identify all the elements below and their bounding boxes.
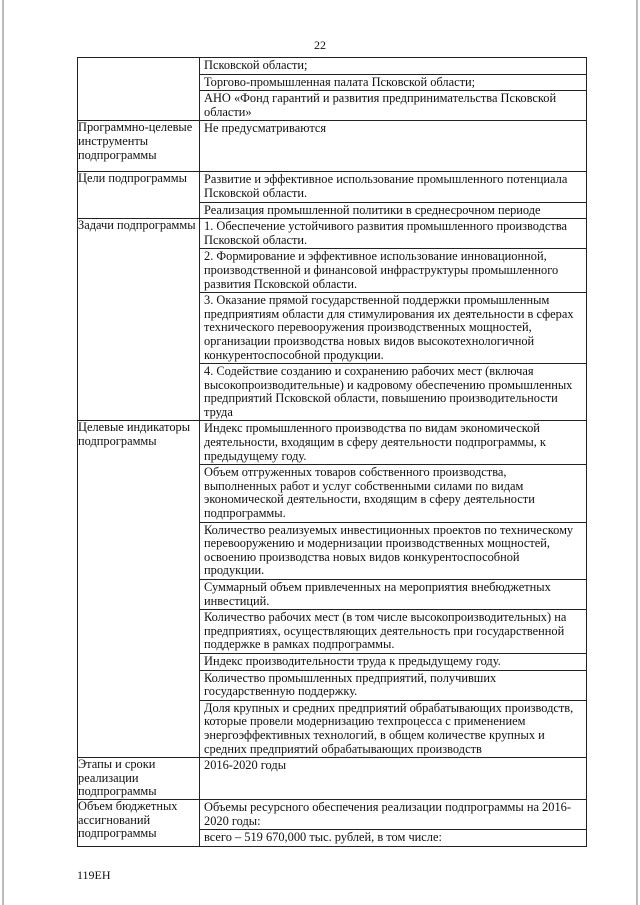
scan-edge-right bbox=[636, 0, 638, 905]
paragraph: Индекс производительности труда к предыдущему году. bbox=[200, 653, 586, 670]
paragraph: Доля крупных и средних предприятий обрабатывающих производств, которые провели модернизацию техпроцесса с применением энергоэффективных технологий, в общем количестве крупных и средних предприятий обрабатывающих производств bbox=[200, 700, 586, 757]
paragraph: 3. Оказание прямой государственной поддержки промышленным предприятиям области для стимулирования их деятельности в сферах технического перевооружения производственных мощностей, организации производства новых видов высокотехнологичной конкурентоспособной продукции. bbox=[200, 292, 586, 363]
paragraph: Количество промышленных предприятий, получивших государственную поддержку. bbox=[200, 670, 586, 700]
row-label: Объем бюджетных ассигнований подпрограммы bbox=[78, 799, 200, 846]
paragraph: Количество рабочих мест (в том числе высокопроизводительных) на предприятиях, осуществляющих деятельность при государственной поддержке в рамках подпрограммы. bbox=[200, 609, 586, 653]
row-value bbox=[200, 58, 587, 121]
row-label: Этапы и сроки реализации подпрограммы bbox=[78, 758, 200, 800]
table-row-budget bbox=[78, 799, 587, 846]
row-value bbox=[200, 172, 587, 219]
paragraph: всего – 519 670,000 тыс. рублей, в том числе: bbox=[200, 829, 586, 846]
paragraph: 2016-2020 годы bbox=[204, 758, 287, 773]
row-value bbox=[200, 758, 587, 800]
row-value bbox=[200, 421, 587, 758]
paragraph: Торгово-промышленная палата Псковской области; bbox=[200, 74, 586, 91]
paragraph: Псковской области; bbox=[204, 58, 308, 72]
row-label: Цели подпрограммы bbox=[78, 172, 200, 219]
row-value bbox=[200, 799, 587, 846]
paragraph: Не предусматриваются bbox=[204, 121, 327, 136]
paragraph: 2. Формирование и эффективное использование инновационной, производственной и финансовой инфраструктуры промышленного развития Псковской области. bbox=[200, 248, 586, 292]
row-label bbox=[78, 58, 200, 121]
document-code: 119ЕН bbox=[77, 868, 111, 882]
paragraph: Объем отгруженных товаров собственного производства, выполненных работ и услуг собственными силами по видам экономической деятельности, входящим в сферу деятельности подпрограммы. bbox=[200, 464, 586, 521]
table-row-tasks bbox=[78, 219, 587, 421]
paragraph: Реализация промышленной политики в среднесрочном периоде bbox=[200, 202, 586, 219]
scan-edge-left bbox=[2, 0, 4, 905]
row-value bbox=[200, 121, 587, 172]
table-row-instruments bbox=[78, 121, 587, 172]
table-row-indicators bbox=[78, 421, 587, 758]
paragraph: Индекс промышленного производства по видам экономической деятельности, входящим в сферу деятельности подпрограммы, к предыдущему году. bbox=[204, 421, 546, 463]
paragraph: 4. Содействие созданию и сохранению рабочих мест (включая высокопроизводительные) и кадровому обеспечению промышленных предприятий Псковской области, повышению производительности труда bbox=[200, 363, 586, 420]
paragraph: 1. Обеспечение устойчивого развития промышленного производства Псковской области. bbox=[204, 219, 568, 247]
page-number: 22 bbox=[314, 38, 326, 52]
row-label: Задачи подпрограммы bbox=[78, 219, 200, 421]
table-row-goals bbox=[78, 172, 587, 219]
paragraph: АНО «Фонд гарантий и развития предпринимательства Псковской области» bbox=[200, 90, 586, 120]
paragraph: Суммарный объем привлеченных на мероприятия внебюджетных инвестиций. bbox=[200, 579, 586, 609]
row-label: Программно-целевые инструменты подпрограммы bbox=[78, 121, 200, 172]
paragraph: Количество реализуемых инвестиционных проектов по техническому перевооружению и модернизации производственных мощностей, освоению производства новых видов конкурентоспособной продукции. bbox=[200, 522, 586, 579]
row-value bbox=[200, 219, 587, 421]
subprogram-passport-table bbox=[77, 57, 587, 847]
table-row-participants bbox=[78, 58, 587, 121]
table-row-stages bbox=[78, 758, 587, 800]
paragraph: Развитие и эффективное использование промышленного потенциала Псковской области. bbox=[204, 172, 568, 200]
paragraph: Объемы ресурсного обеспечения реализации подпрограммы на 2016-2020 годы: bbox=[204, 799, 571, 828]
row-label: Целевые индикаторы подпрограммы bbox=[78, 421, 200, 758]
